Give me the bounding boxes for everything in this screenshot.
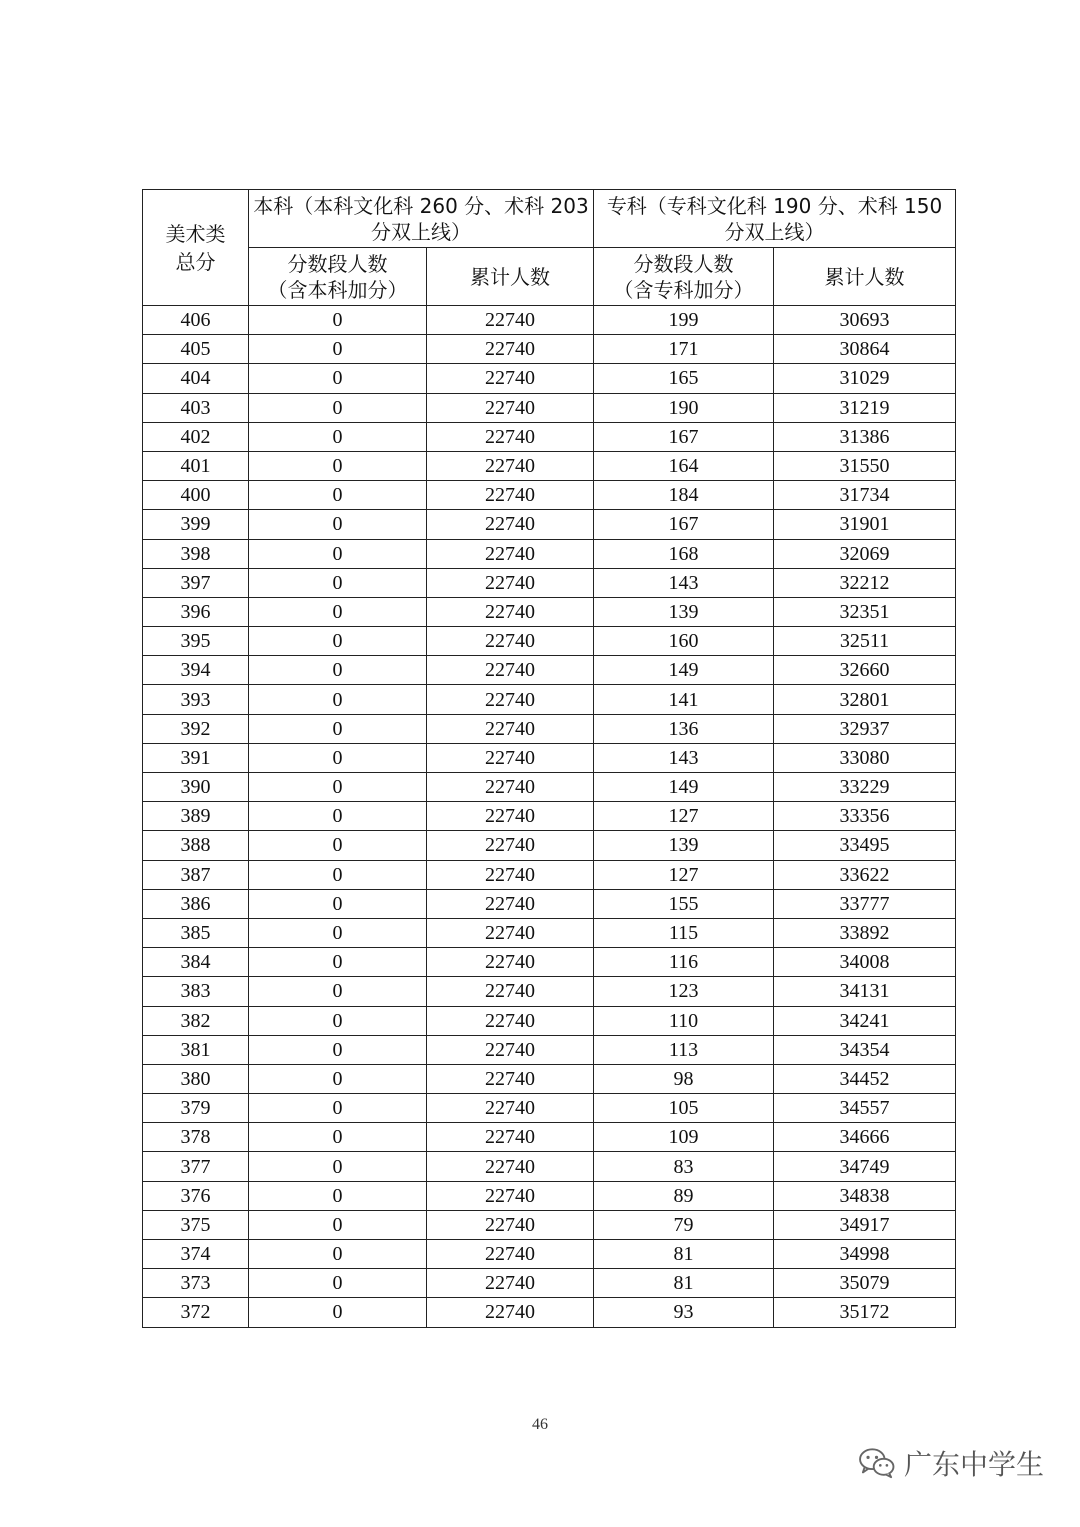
junior-college-cumulative-cell: 33356 [774,802,956,831]
score-cell: 402 [143,422,249,451]
undergraduate-segment-count-cell: 0 [249,1210,427,1239]
junior-college-segment-count-cell: 98 [594,1064,774,1093]
score-cell: 374 [143,1240,249,1269]
score-cell: 375 [143,1210,249,1239]
junior-college-cumulative-cell: 33229 [774,773,956,802]
undergraduate-segment-count-cell: 0 [249,481,427,510]
table-row [143,1152,956,1181]
junior-college-segment-count-cell: 143 [594,743,774,772]
table-row [143,1210,956,1239]
undergraduate-segment-count-cell: 0 [249,918,427,947]
junior-college-segment-count-cell: 141 [594,685,774,714]
score-cell: 392 [143,714,249,743]
undergraduate-segment-count-cell: 0 [249,685,427,714]
undergraduate-cumulative-cell: 22740 [427,860,594,889]
score-cell: 406 [143,306,249,335]
undergraduate-segment-count-cell: 0 [249,714,427,743]
score-cell: 372 [143,1298,249,1327]
score-cell: 400 [143,481,249,510]
score-cell: 404 [143,364,249,393]
undergraduate-segment-count-cell: 0 [249,1035,427,1064]
junior-college-segment-count-cell: 165 [594,364,774,393]
undergraduate-segment-count-cell: 0 [249,802,427,831]
watermark-label: 广东中学生 [903,1448,1044,1481]
table-row [143,656,956,685]
junior-college-segment-count-cell: 110 [594,1006,774,1035]
junior-college-segment-count-cell: 105 [594,1094,774,1123]
junior-college-segment-count-cell: 113 [594,1035,774,1064]
undergraduate-cumulative-cell: 22740 [427,306,594,335]
undergraduate-segment-count-cell: 0 [249,568,427,597]
score-cell: 403 [143,393,249,422]
undergraduate-cumulative-cell: 22740 [427,889,594,918]
undergraduate-cumulative-header [427,248,594,306]
junior-college-cumulative-cell: 32351 [774,597,956,626]
undergraduate-segment-count-cell: 0 [249,306,427,335]
junior-college-segment-count-cell: 127 [594,802,774,831]
table-row [143,1006,956,1035]
score-cell: 384 [143,948,249,977]
table-row [143,918,956,947]
group-header-line: 本科（本科文化科 260 分、术科 203 [253,193,589,218]
table-row [143,306,956,335]
undergraduate-segment-count-cell: 0 [249,977,427,1006]
table-row [143,1123,956,1152]
sub-header-line: （含本科加分） [267,277,408,302]
junior-college-cumulative-cell: 34917 [774,1210,956,1239]
undergraduate-cumulative-cell: 22740 [427,1181,594,1210]
score-cell: 381 [143,1035,249,1064]
undergraduate-segment-count-cell: 0 [249,860,427,889]
junior-college-cumulative-cell: 31901 [774,510,956,539]
undergraduate-cumulative-cell: 22740 [427,1006,594,1035]
undergraduate-segment-count-cell: 0 [249,773,427,802]
sub-header-line: 累计人数 [470,264,550,289]
score-cell: 401 [143,451,249,480]
junior-college-cumulative-cell: 34666 [774,1123,956,1152]
score-cell: 373 [143,1269,249,1298]
undergraduate-cumulative-cell: 22740 [427,627,594,656]
score-cell: 378 [143,1123,249,1152]
junior-college-segment-count-cell: 116 [594,948,774,977]
undergraduate-segment-count-cell: 0 [249,451,427,480]
junior-college-segment-count-header [594,248,774,306]
sub-header-row [143,248,956,306]
score-table [142,189,956,1328]
table-row [143,714,956,743]
undergraduate-segment-count-cell: 0 [249,1298,427,1327]
undergraduate-segment-count-cell: 0 [249,743,427,772]
junior-college-segment-count-cell: 168 [594,539,774,568]
table-row [143,685,956,714]
score-cell: 376 [143,1181,249,1210]
sub-header-line: 累计人数 [824,264,905,289]
junior-college-cumulative-cell: 32511 [774,627,956,656]
junior-college-cumulative-cell: 34241 [774,1006,956,1035]
group-header-row [143,190,956,248]
junior-college-cumulative-cell: 31029 [774,364,956,393]
undergraduate-segment-count-cell: 0 [249,1152,427,1181]
undergraduate-cumulative-cell: 22740 [427,393,594,422]
undergraduate-cumulative-cell: 22740 [427,802,594,831]
table-row [143,597,956,626]
table-row [143,1064,956,1093]
undergraduate-cumulative-cell: 22740 [427,510,594,539]
score-header-line: 总分 [175,249,216,274]
undergraduate-group-header [249,190,594,248]
undergraduate-cumulative-cell: 22740 [427,977,594,1006]
undergraduate-cumulative-cell: 22740 [427,451,594,480]
junior-college-segment-count-cell: 127 [594,860,774,889]
table-row [143,510,956,539]
undergraduate-segment-count-cell: 0 [249,335,427,364]
table-row [143,743,956,772]
junior-college-cumulative-cell: 34354 [774,1035,956,1064]
junior-college-cumulative-cell: 31734 [774,481,956,510]
junior-college-cumulative-cell: 32660 [774,656,956,685]
junior-college-cumulative-cell: 33080 [774,743,956,772]
group-header-line: 分双上线） [724,219,825,244]
undergraduate-segment-count-header [249,248,427,306]
undergraduate-cumulative-cell: 22740 [427,918,594,947]
junior-college-cumulative-cell: 34838 [774,1181,956,1210]
score-cell: 390 [143,773,249,802]
undergraduate-segment-count-cell: 0 [249,422,427,451]
junior-college-segment-count-cell: 190 [594,393,774,422]
score-cell: 394 [143,656,249,685]
score-cell: 396 [143,597,249,626]
junior-college-segment-count-cell: 199 [594,306,774,335]
junior-college-segment-count-cell: 89 [594,1181,774,1210]
undergraduate-segment-count-cell: 0 [249,1064,427,1093]
junior-college-segment-count-cell: 81 [594,1269,774,1298]
table-row [143,1298,956,1327]
undergraduate-segment-count-cell: 0 [249,597,427,626]
undergraduate-cumulative-cell: 22740 [427,1152,594,1181]
undergraduate-cumulative-cell: 22740 [427,773,594,802]
undergraduate-segment-count-cell: 0 [249,1006,427,1035]
junior-college-segment-count-cell: 81 [594,1240,774,1269]
junior-college-segment-count-cell: 143 [594,568,774,597]
junior-college-cumulative-cell: 34131 [774,977,956,1006]
table-row [143,393,956,422]
wechat-icon [858,1447,896,1479]
junior-college-segment-count-cell: 109 [594,1123,774,1152]
undergraduate-segment-count-cell: 0 [249,1123,427,1152]
junior-college-segment-count-cell: 149 [594,656,774,685]
score-cell: 388 [143,831,249,860]
junior-college-cumulative-cell: 34998 [774,1240,956,1269]
undergraduate-segment-count-cell: 0 [249,1269,427,1298]
junior-college-segment-count-cell: 79 [594,1210,774,1239]
table-row [143,1269,956,1298]
undergraduate-segment-count-cell: 0 [249,948,427,977]
undergraduate-segment-count-cell: 0 [249,539,427,568]
score-cell: 386 [143,889,249,918]
undergraduate-cumulative-cell: 22740 [427,539,594,568]
undergraduate-cumulative-cell: 22740 [427,1269,594,1298]
junior-college-segment-count-cell: 155 [594,889,774,918]
table-row [143,831,956,860]
undergraduate-segment-count-cell: 0 [249,510,427,539]
undergraduate-segment-count-cell: 0 [249,364,427,393]
undergraduate-segment-count-cell: 0 [249,889,427,918]
undergraduate-segment-count-cell: 0 [249,1094,427,1123]
junior-college-cumulative-cell: 35079 [774,1269,956,1298]
junior-college-segment-count-cell: 115 [594,918,774,947]
table-row [143,977,956,1006]
junior-college-segment-count-cell: 149 [594,773,774,802]
undergraduate-cumulative-cell: 22740 [427,714,594,743]
junior-college-segment-count-cell: 83 [594,1152,774,1181]
score-cell: 380 [143,1064,249,1093]
undergraduate-cumulative-cell: 22740 [427,1298,594,1327]
junior-college-cumulative-header [774,248,956,306]
table-row [143,1094,956,1123]
score-cell: 395 [143,627,249,656]
score-cell: 382 [143,1006,249,1035]
junior-college-segment-count-cell: 139 [594,831,774,860]
undergraduate-cumulative-cell: 22740 [427,422,594,451]
score-header-line: 美术类 [165,221,226,246]
junior-college-segment-count-cell: 167 [594,510,774,539]
undergraduate-cumulative-cell: 22740 [427,335,594,364]
undergraduate-cumulative-cell: 22740 [427,568,594,597]
junior-college-segment-count-cell: 171 [594,335,774,364]
undergraduate-segment-count-cell: 0 [249,1240,427,1269]
junior-college-cumulative-cell: 30864 [774,335,956,364]
watermark [858,1443,1044,1483]
table-row [143,1181,956,1210]
undergraduate-segment-count-cell: 0 [249,831,427,860]
table-row [143,335,956,364]
junior-college-segment-count-cell: 93 [594,1298,774,1327]
junior-college-cumulative-cell: 31219 [774,393,956,422]
table-row [143,802,956,831]
group-header-line: 分双上线） [371,219,471,244]
score-cell: 397 [143,568,249,597]
table-row [143,773,956,802]
junior-college-cumulative-cell: 30693 [774,306,956,335]
junior-college-cumulative-cell: 33777 [774,889,956,918]
undergraduate-cumulative-cell: 22740 [427,1123,594,1152]
score-cell: 387 [143,860,249,889]
table-row [143,451,956,480]
junior-college-cumulative-cell: 34452 [774,1064,956,1093]
score-cell: 383 [143,977,249,1006]
undergraduate-cumulative-cell: 22740 [427,597,594,626]
junior-college-cumulative-cell: 34008 [774,948,956,977]
undergraduate-cumulative-cell: 22740 [427,743,594,772]
undergraduate-cumulative-cell: 22740 [427,1064,594,1093]
sub-header-line: 分数段人数 [633,251,734,276]
score-cell: 389 [143,802,249,831]
score-cell: 398 [143,539,249,568]
score-column-header [143,190,249,306]
junior-college-cumulative-cell: 34557 [774,1094,956,1123]
table-row [143,481,956,510]
score-cell: 405 [143,335,249,364]
junior-college-cumulative-cell: 32069 [774,539,956,568]
score-cell: 385 [143,918,249,947]
undergraduate-segment-count-cell: 0 [249,627,427,656]
table-row [143,422,956,451]
score-cell: 379 [143,1094,249,1123]
table-row [143,1035,956,1064]
junior-college-cumulative-cell: 33495 [774,831,956,860]
undergraduate-cumulative-cell: 22740 [427,656,594,685]
score-cell: 393 [143,685,249,714]
undergraduate-segment-count-cell: 0 [249,656,427,685]
undergraduate-cumulative-cell: 22740 [427,685,594,714]
junior-college-segment-count-cell: 136 [594,714,774,743]
junior-college-cumulative-cell: 31386 [774,422,956,451]
score-cell: 399 [143,510,249,539]
table-row [143,889,956,918]
undergraduate-segment-count-cell: 0 [249,1181,427,1210]
junior-college-segment-count-cell: 184 [594,481,774,510]
junior-college-group-header [594,190,956,248]
junior-college-cumulative-cell: 35172 [774,1298,956,1327]
junior-college-segment-count-cell: 164 [594,451,774,480]
junior-college-segment-count-cell: 139 [594,597,774,626]
table-row [143,364,956,393]
undergraduate-cumulative-cell: 22740 [427,1035,594,1064]
sub-header-line: （含专科加分） [613,277,754,302]
table-row [143,568,956,597]
undergraduate-cumulative-cell: 22740 [427,1210,594,1239]
undergraduate-cumulative-cell: 22740 [427,481,594,510]
undergraduate-cumulative-cell: 22740 [427,831,594,860]
junior-college-cumulative-cell: 32937 [774,714,956,743]
junior-college-cumulative-cell: 34749 [774,1152,956,1181]
table-row [143,1240,956,1269]
junior-college-cumulative-cell: 33892 [774,918,956,947]
score-cell: 377 [143,1152,249,1181]
junior-college-segment-count-cell: 167 [594,422,774,451]
group-header-line: 专科（专科文化科 190 分、术科 150 [606,193,943,218]
table-row [143,948,956,977]
sub-header-line: 分数段人数 [287,251,388,276]
table-row [143,860,956,889]
junior-college-cumulative-cell: 31550 [774,451,956,480]
junior-college-cumulative-cell: 33622 [774,860,956,889]
junior-college-cumulative-cell: 32801 [774,685,956,714]
undergraduate-cumulative-cell: 22740 [427,1240,594,1269]
table-body [143,306,956,1328]
undergraduate-segment-count-cell: 0 [249,393,427,422]
junior-college-cumulative-cell: 32212 [774,568,956,597]
table-row [143,539,956,568]
score-cell: 391 [143,743,249,772]
undergraduate-cumulative-cell: 22740 [427,1094,594,1123]
undergraduate-cumulative-cell: 22740 [427,948,594,977]
page-number: 46 [532,1416,548,1433]
junior-college-segment-count-cell: 160 [594,627,774,656]
undergraduate-cumulative-cell: 22740 [427,364,594,393]
table-row [143,627,956,656]
junior-college-segment-count-cell: 123 [594,977,774,1006]
